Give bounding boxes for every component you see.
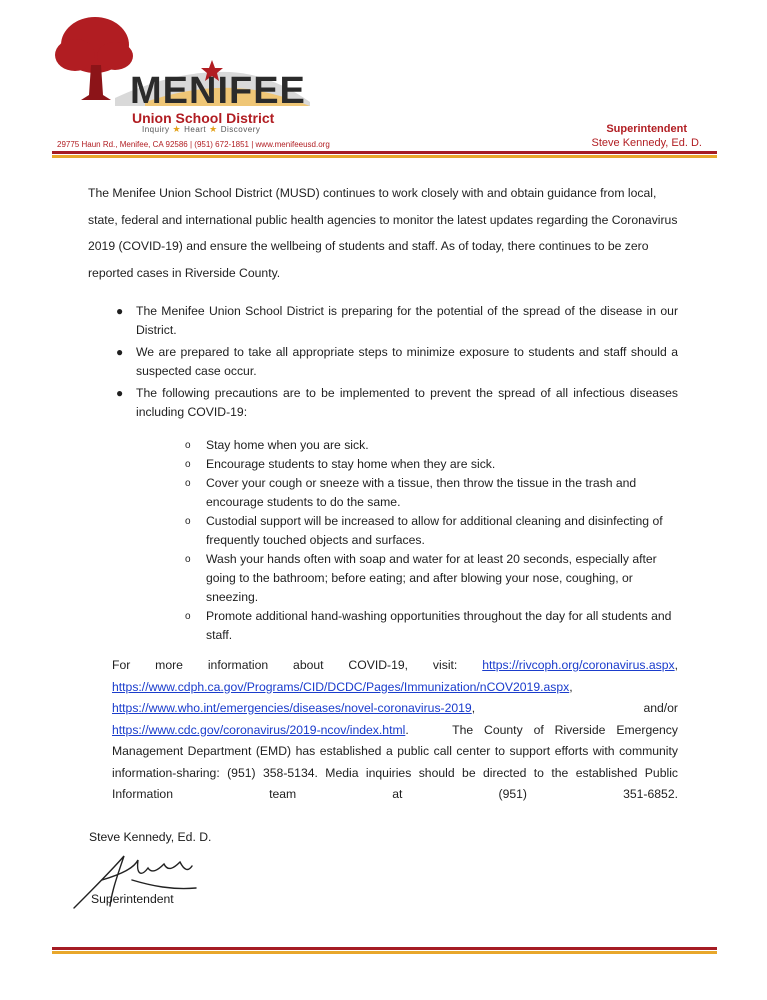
list-item: o Custodial support will be increased to allow for additional cleaning and disinfecting of frequently touched objects and surfaces.: [185, 514, 663, 547]
list-item: o Encourage students to stay home when they are sick.: [136, 455, 678, 474]
intro-paragraph: The Menifee Union School District (MUSD) continues to work closely with and obtain guidance from local, state, federal and international public health agencies to monitor the latest updates regarding the Coronavirus 2019 (COVID-19) and ensure the wellbeing of students and staff. As of today, there continues to be zero reported cases in Riverside County.: [88, 186, 678, 280]
list-item: o Wash your hands often with soap and water for at least 20 seconds, especially after going to the bathroom; before eating; and after blowing your nose, coughing, or sneezing.: [185, 552, 657, 604]
superintendent-title: Superintendent: [606, 123, 687, 135]
star-icon: ★: [172, 124, 182, 134]
list-item: ● The following precautions are to be implemented to prevent the spread of all infectious diseases including COVID-19: o Stay home when you are sick. o Encourage students to stay home when they are sick. o Cover your cough or sneeze with a tissue, then throw the tissue in the trash and encourage students to do the same. o Custodial support will be increased to allow for additional cleaning and disinfecting of frequently touched objects and surfaces. o Wash your hands often with soap and water for at least 20 seconds, especially after going to the bathroom; before eating; and after blowing your nose, coughing, or sneezing. o Promote additional hand-washing opportunities throughout the day for all students and staff.: [88, 384, 678, 645]
closing-title: Superintendent: [91, 892, 174, 906]
bullet-list: [88, 302, 678, 645]
tagline-heart: Heart: [184, 125, 207, 134]
letter-body: [88, 180, 678, 806]
district-wordmark: MENIFEE: [130, 70, 306, 112]
superintendent-name: Steve Kennedy, Ed. D.: [591, 137, 702, 149]
bullet-icon: ●: [116, 386, 124, 400]
more-info-paragraph: For more information about COVID-19, visit: https://rivcoph.org/coronavirus.aspx, https://www.cdph.ca.gov/Programs/CID/DCDC/Pages/Immunization/nCOV2019.aspx, https://www.who.int/emergencies/diseases/novel-coronavirus-2019, and/or https://www.cdc.gov/coronavirus/2019-ncov/index.html. The County of Riverside Emergency Management Department (EMD) has established a public call center to support efforts with community information-sharing: (951) 358-5134. Media inquiries should be directed to the established Public Information team at (951) 351-6852.: [112, 658, 678, 801]
circle-bullet-icon: o: [185, 611, 191, 622]
list-item: ● We are prepared to take all appropriate steps to minimize exposure to students and staff should a suspected case occur.: [116, 345, 678, 378]
district-name: Union School District: [132, 110, 275, 126]
rivcoph-link[interactable]: https://rivcoph.org/coronavirus.aspx: [482, 658, 675, 672]
district-address: 29775 Haun Rd., Menifee, CA 92586 | (951) 672-1851 | www.menifeeusd.org: [57, 140, 330, 149]
precautions-list: [136, 436, 678, 645]
tagline-discovery: Discovery: [220, 125, 261, 134]
tagline-inquiry: Inquiry: [142, 125, 170, 134]
list-item: o Stay home when you are sick.: [136, 436, 678, 455]
circle-bullet-icon: o: [185, 478, 191, 489]
star-icon: ★: [209, 124, 218, 134]
list-item: o Promote additional hand-washing opportunities throughout the day for all students and staff.: [185, 609, 672, 642]
bullet-icon: ●: [116, 345, 124, 359]
closing-name: Steve Kennedy, Ed. D.: [89, 830, 212, 844]
cdc-link[interactable]: https://www.cdc.gov/coronavirus/2019-ncov/index.html: [112, 722, 406, 737]
circle-bullet-icon: o: [185, 554, 191, 565]
list-item: ● The Menifee Union School District is preparing for the potential of the spread of the disease in our District.: [116, 304, 678, 337]
header-rule: [52, 151, 717, 158]
bullet-icon: ●: [116, 304, 124, 318]
circle-bullet-icon: o: [185, 516, 191, 527]
letterhead: [0, 0, 767, 160]
footer-rule: [52, 947, 717, 954]
tagline: [142, 124, 260, 135]
who-link[interactable]: https://www.who.int/emergencies/diseases/novel-coronavirus-2019: [112, 701, 472, 715]
circle-bullet-icon: o: [185, 459, 191, 470]
cdph-link[interactable]: https://www.cdph.ca.gov/Programs/CID/DCDC/Pages/Immunization/nCOV2019.aspx: [112, 679, 570, 694]
circle-bullet-icon: o: [185, 440, 191, 451]
list-item: o Cover your cough or sneeze with a tissue, then throw the tissue in the trash and encourage students to do the same.: [185, 476, 637, 509]
